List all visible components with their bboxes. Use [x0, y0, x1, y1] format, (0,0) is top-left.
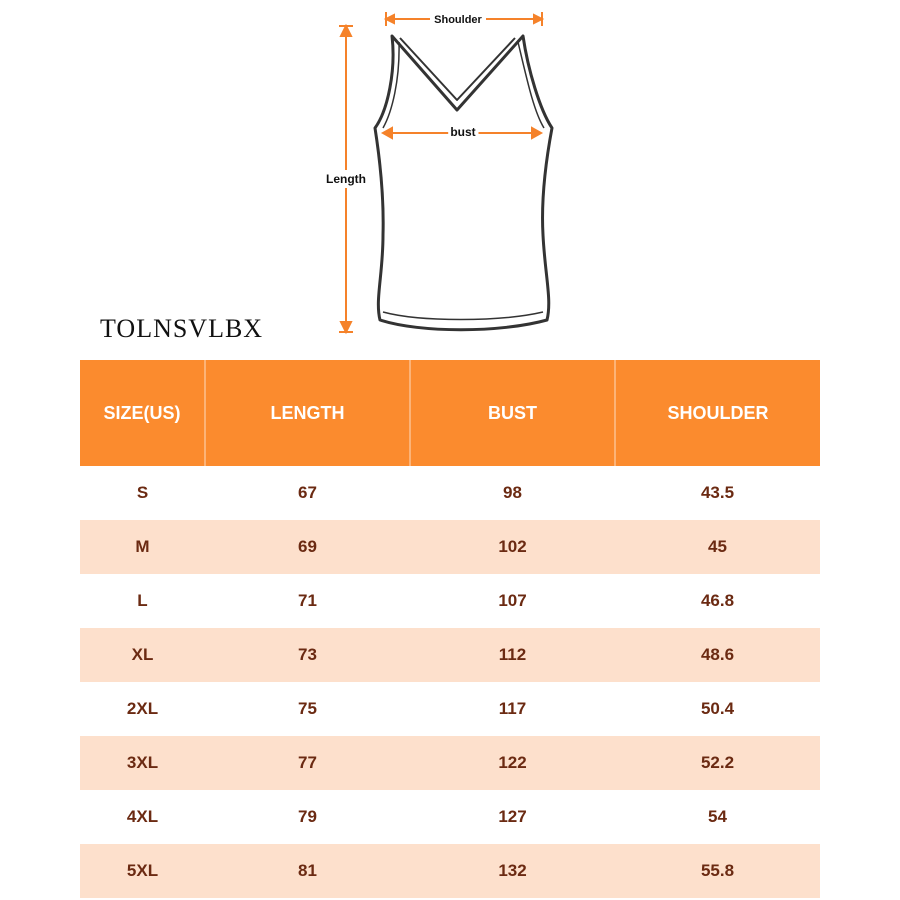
header-size: SIZE(US) [80, 360, 205, 466]
cell-shoulder: 50.4 [700, 699, 735, 718]
cell-bust: 107 [498, 591, 527, 610]
cell-bust: 117 [498, 699, 527, 718]
cell-length: 71 [298, 591, 317, 610]
cell-length: 73 [205, 628, 410, 682]
cell-shoulder: 43.5 [700, 483, 735, 502]
cell-size: S [136, 483, 149, 502]
cell-size: 5XL [80, 844, 205, 898]
header-length: LENGTH [205, 360, 410, 466]
cell-bust: 127 [498, 807, 527, 826]
cell-bust: 132 [410, 844, 615, 898]
table-row [80, 844, 820, 898]
table-row [80, 736, 820, 790]
cell-size: M [80, 520, 205, 574]
cell-bust: 98 [503, 483, 522, 502]
cell-shoulder: 55.8 [615, 844, 820, 898]
table-row [80, 520, 820, 574]
length-label: Length [326, 172, 366, 186]
cell-bust: 102 [410, 520, 615, 574]
size-chart-table [80, 360, 820, 898]
cell-shoulder: 52.2 [615, 736, 820, 790]
bust-label: bust [450, 125, 476, 139]
cell-size: L [137, 591, 148, 610]
cell-length: 79 [298, 807, 317, 826]
cell-length: 67 [298, 483, 317, 502]
cell-length: 75 [298, 699, 317, 718]
tank-top-outline [375, 36, 552, 330]
header-bust: BUST [410, 360, 615, 466]
cell-length: 69 [205, 520, 410, 574]
table-row [80, 466, 820, 520]
cell-length: 77 [205, 736, 410, 790]
cell-shoulder: 45 [615, 520, 820, 574]
cell-length: 81 [205, 844, 410, 898]
table-header-row [80, 360, 820, 466]
cell-size: 3XL [80, 736, 205, 790]
header-shoulder: SHOULDER [615, 360, 820, 466]
cell-bust: 112 [410, 628, 615, 682]
table-row [80, 574, 820, 628]
cell-shoulder: 48.6 [615, 628, 820, 682]
garment-diagram [0, 0, 900, 345]
table-row [80, 628, 820, 682]
cell-shoulder: 46.8 [700, 591, 735, 610]
cell-bust: 122 [410, 736, 615, 790]
cell-shoulder: 54 [708, 807, 727, 826]
shoulder-label: Shoulder [434, 14, 482, 26]
table-row [80, 790, 820, 844]
cell-size: 2XL [126, 699, 159, 718]
brand-name: TOLNSVLBX [100, 314, 264, 343]
cell-size: XL [80, 628, 205, 682]
table-row [80, 682, 820, 736]
cell-size: 4XL [126, 807, 159, 826]
